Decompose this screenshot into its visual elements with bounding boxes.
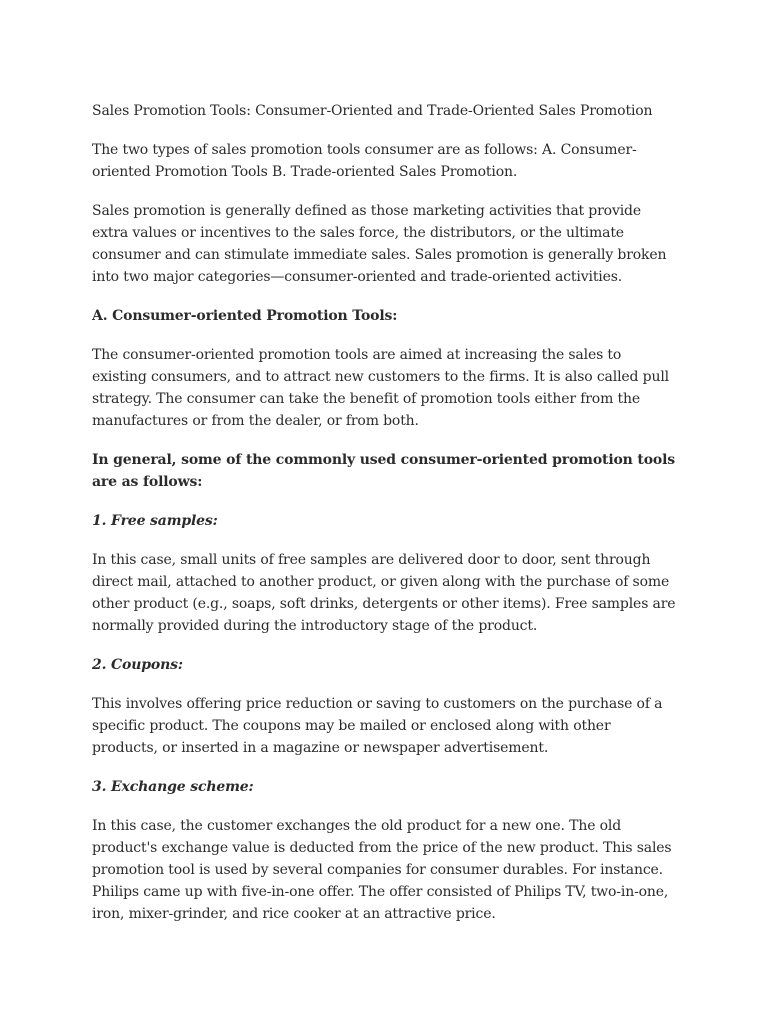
tool-body-free-samples: In this case, small units of free samples are delivered door to door, sent through direct mail, attached to another product, or given along with the purchase of some other product (e.g., soaps, soft drinks, detergents or other items). Free samples are normally provided during the introductory stage of the product.	[92, 552, 676, 634]
tool-heading-coupons: 2. Coupons:	[92, 657, 183, 673]
document-page	[92, 100, 678, 942]
intro-paragraph: The two types of sales promotion tools consumer are as follows: A. Consumer-oriented Promotion Tools B. Trade-oriented Sales Promotion.	[92, 142, 637, 180]
definition-paragraph: Sales promotion is generally defined as those marketing activities that provide extra values or incentives to the sales force, the distributors, or the ultimate consumer and can stimulate immediate sales. Sales promotion is generally broken into two major categories—consumer-oriented and trade-oriented activities.	[92, 203, 667, 285]
tool-heading-free-samples: 1. Free samples:	[92, 513, 218, 529]
tool-heading-exchange-scheme: 3. Exchange scheme:	[92, 779, 254, 795]
document-title: Sales Promotion Tools: Consumer-Oriented and Trade-Oriented Sales Promotion	[92, 103, 653, 119]
tool-body-exchange-scheme: In this case, the customer exchanges the old product for a new one. The old product's exchange value is deducted from the price of the new product. This sales promotion tool is used by several companies for consumer durables. For instance. Philips came up with five-in-one offer. The offer consisted of Philips TV, two-in-one, iron, mixer-grinder, and rice cooker at an attractive price.	[92, 818, 672, 922]
tool-body-coupons: This involves offering price reduction or saving to customers on the purchase of a specific product. The coupons may be mailed or enclosed along with other products, or inserted in a magazine or newspaper advertisement.	[92, 696, 663, 756]
section-a-heading: A. Consumer-oriented Promotion Tools:	[92, 308, 398, 324]
tools-list-intro: In general, some of the commonly used consumer-oriented promotion tools are as follows:	[92, 452, 676, 490]
section-a-paragraph: The consumer-oriented promotion tools are aimed at increasing the sales to existing consumers, and to attract new customers to the firms. It is also called pull strategy. The consumer can take the benefit of promotion tools either from the manufactures or from the dealer, or from both.	[92, 347, 669, 429]
